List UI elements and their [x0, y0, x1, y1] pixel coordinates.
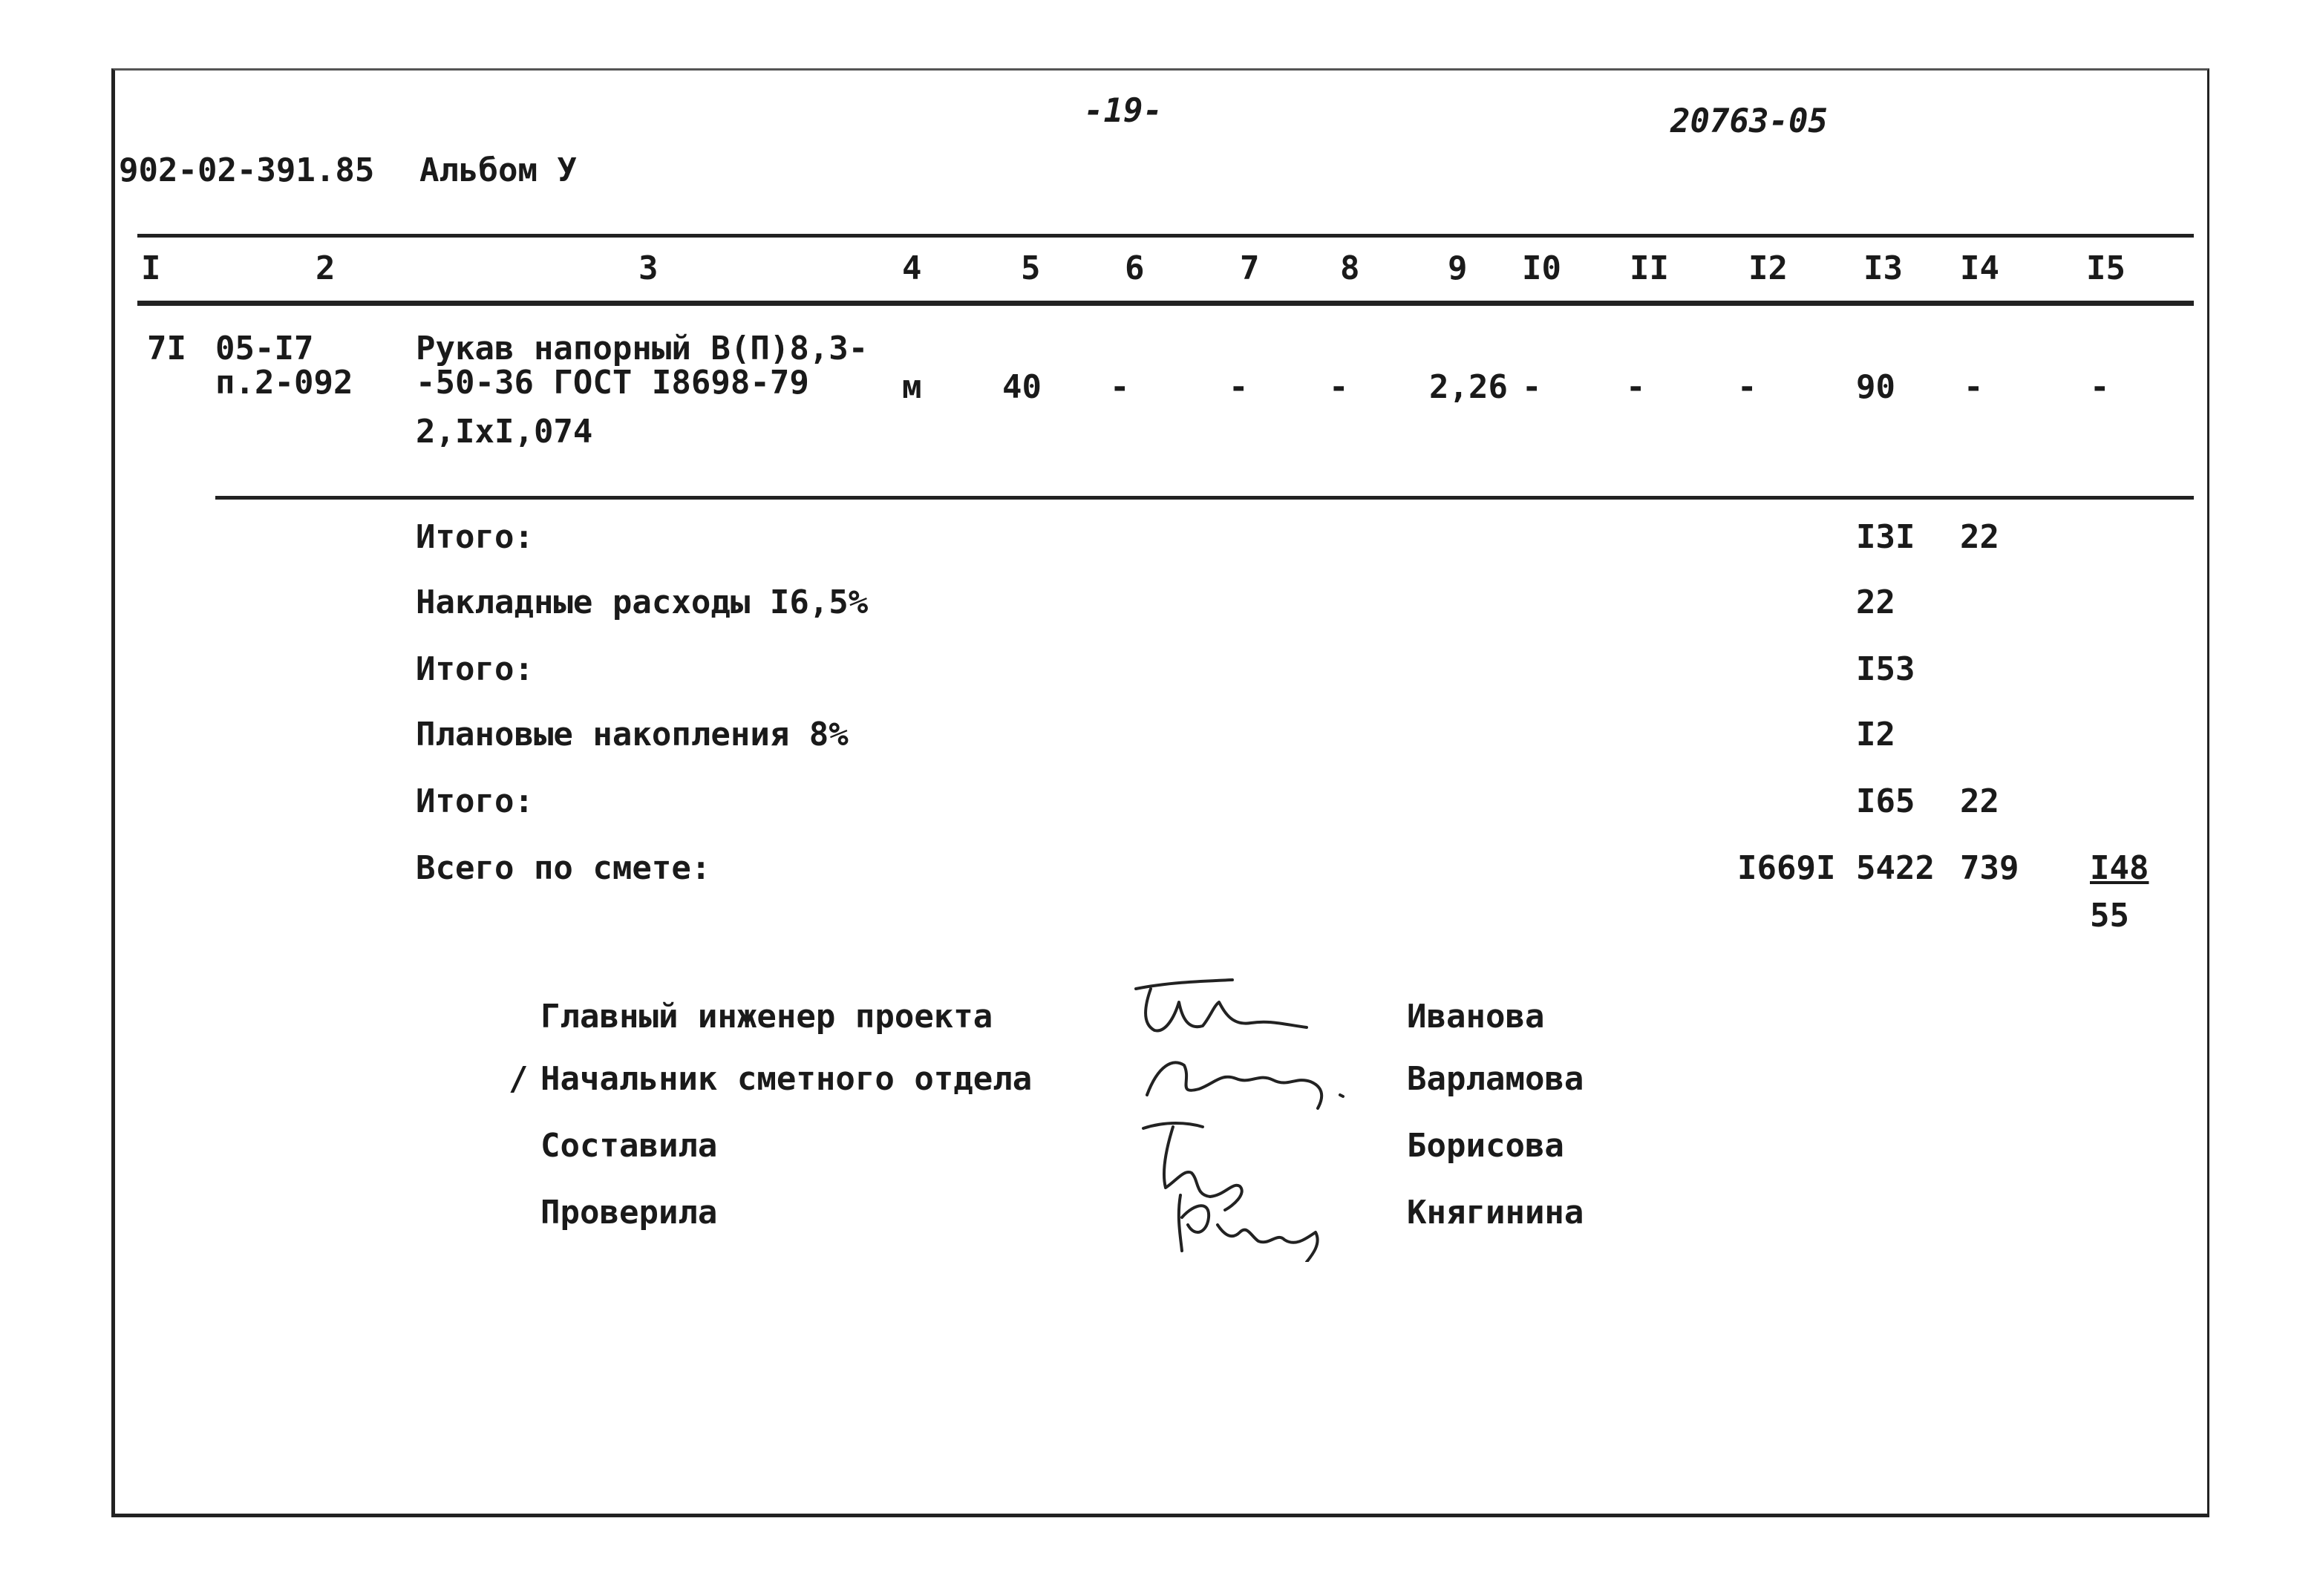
signature-scribble-3: [1121, 1113, 1359, 1262]
row-col13: 90: [1856, 368, 1895, 406]
row-col6: -: [1110, 368, 1130, 406]
grand-total-col14: 739: [1960, 849, 2019, 887]
signature-role-2: Начальник сметного отдела: [540, 1060, 1033, 1098]
col-header-1: I: [141, 249, 161, 287]
total-1-col13: I3I: [1856, 518, 1915, 556]
row-col15: -: [2090, 368, 2110, 406]
col-header-12: I2: [1748, 249, 1788, 287]
row-col7: -: [1229, 368, 1249, 406]
total-label-3: Итого:: [416, 650, 534, 688]
total-3-col13: I53: [1856, 650, 1915, 688]
col-header-9: 9: [1448, 249, 1468, 287]
col-header-4: 4: [902, 249, 922, 287]
signature-name-4: Княгинина: [1407, 1194, 1584, 1232]
row-code-line2: п.2-092: [215, 364, 353, 402]
row-col10: -: [1522, 368, 1542, 406]
row-code-line1: 05-I7: [215, 330, 314, 367]
album-label: Альбом У: [419, 151, 577, 189]
signature-name-3: Борисова: [1407, 1127, 1564, 1165]
col-header-6: 6: [1125, 249, 1145, 287]
row-col9: 2,26: [1429, 368, 1508, 406]
total-label-1: Итого:: [416, 518, 534, 556]
total-5-col14: 22: [1960, 782, 1999, 820]
total-1-col14: 22: [1960, 518, 1999, 556]
signature-role-4: Проверила: [540, 1194, 718, 1232]
total-label-5: Итого:: [416, 782, 534, 820]
col-header-3: 3: [638, 249, 659, 287]
signature-scribble-2: [1132, 1043, 1370, 1117]
signature-name-1: Иванова: [1407, 998, 1545, 1036]
row-col5: 40: [1002, 368, 1042, 406]
grand-total-col13: 5422: [1856, 849, 1935, 887]
signature-scribble-1: [1121, 972, 1344, 1047]
row-description-line1: Рукав напорный В(П)8,3-: [416, 330, 869, 367]
grand-total-col15-bottom: 55: [2090, 897, 2129, 935]
row-col8: -: [1329, 368, 1349, 406]
row-number: 7I: [147, 330, 186, 367]
header-top-rule: [137, 234, 2194, 238]
row-unit: м: [902, 368, 922, 406]
row-description-line3: 2,IxI,074: [416, 413, 593, 451]
grand-total-col15-top: I48: [2090, 849, 2149, 887]
page-number: -19-: [1084, 92, 1163, 130]
col-header-8: 8: [1340, 249, 1360, 287]
col-header-15: I5: [2086, 249, 2126, 287]
row-col12: -: [1737, 368, 1757, 406]
grand-total-col12: I669I: [1737, 849, 1836, 887]
slash-mark: /: [509, 1060, 529, 1098]
row-description-line2: -50-36 ГОСТ I8698-79: [416, 364, 809, 402]
col-header-10: I0: [1522, 249, 1561, 287]
signature-role-1: Главный инженер проекта: [540, 998, 993, 1036]
col-header-7: 7: [1240, 249, 1260, 287]
row-col11: -: [1626, 368, 1646, 406]
total-label-6: Всего по смете:: [416, 849, 711, 887]
total-4-col13: I2: [1856, 716, 1895, 753]
col-header-2: 2: [316, 249, 336, 287]
col-header-5: 5: [1021, 249, 1041, 287]
totals-rule: [215, 496, 2194, 500]
col-header-11: II: [1630, 249, 1669, 287]
total-5-col13: I65: [1856, 782, 1915, 820]
total-label-2: Накладные расходы I6,5%: [416, 583, 869, 621]
total-2-col13: 22: [1856, 583, 1895, 621]
signature-name-2: Варламова: [1407, 1060, 1584, 1098]
archive-number: 20763-05: [1670, 102, 1828, 140]
signature-role-3: Составила: [540, 1127, 718, 1165]
total-label-4: Плановые накопления 8%: [416, 716, 849, 753]
row-col14: -: [1964, 368, 1984, 406]
col-header-13: I3: [1863, 249, 1903, 287]
header-bottom-rule: [137, 301, 2194, 306]
document-code: 902-02-391.85: [119, 151, 375, 189]
col-header-14: I4: [1960, 249, 1999, 287]
